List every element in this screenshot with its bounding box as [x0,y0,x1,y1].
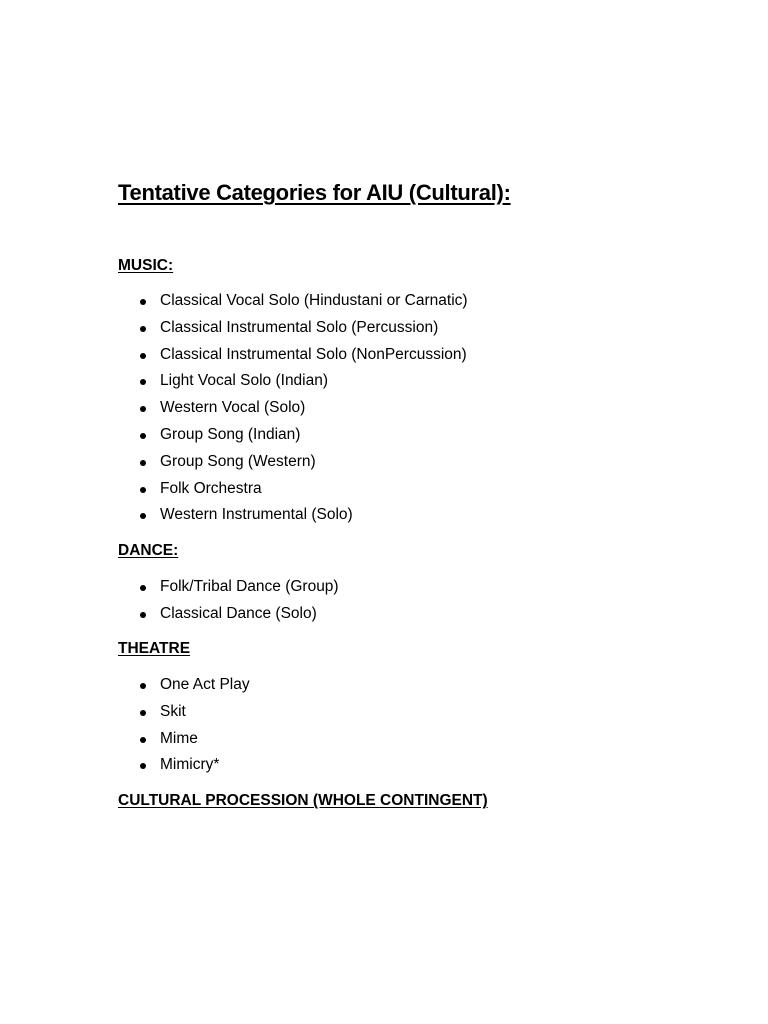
list-item-label: Skit [160,702,186,720]
list-item-label: Western Vocal (Solo) [160,399,306,417]
list-item-label: Classical Instrumental Solo (Percussion) [160,318,439,336]
list-item-label: Classical Dance (Solo) [160,604,317,622]
bullet-icon [140,683,146,689]
section-heading-dance: DANCE: [118,542,179,559]
list-item-label: Mime [160,729,198,747]
list-item-label: Folk Orchestra [160,479,262,497]
bullet-icon [140,433,146,439]
bullet-icon [140,379,146,385]
bullet-icon [140,406,146,412]
list-item-label: Group Song (Indian) [160,425,301,443]
document-title: Tentative Categories for AIU (Cultural): [118,180,511,205]
bullet-icon [140,612,146,618]
section-heading-theatre: THEATRE [118,640,191,657]
bullet-icon [140,513,146,519]
bullet-icon [140,710,146,716]
bullet-icon [140,487,146,493]
bullet-icon [140,763,146,769]
list-item-label: Classical Vocal Solo (Hindustani or Carnatic) [160,292,468,309]
list-item-label: Classical Instrumental Solo (NonPercussion) [160,345,467,363]
bullet-icon [140,460,146,466]
list-item-label: Mimicry* [160,756,220,774]
bullet-icon [140,585,146,591]
bullet-icon [140,299,146,305]
list-item-label: One Act Play [160,676,250,693]
section-heading-music: MUSIC: [118,257,174,274]
list-item-label: Folk/Tribal Dance (Group) [160,578,339,595]
list-item-label: Western Instrumental (Solo) [160,506,353,524]
bullet-icon [140,326,146,332]
list-item-label: Group Song (Western) [160,452,316,470]
bullet-icon [140,737,146,743]
bullet-icon [140,353,146,359]
list-item-label: Light Vocal Solo (Indian) [160,372,329,390]
section-heading-cultural-procession: CULTURAL PROCESSION (WHOLE CONTINGENT) [118,792,488,809]
